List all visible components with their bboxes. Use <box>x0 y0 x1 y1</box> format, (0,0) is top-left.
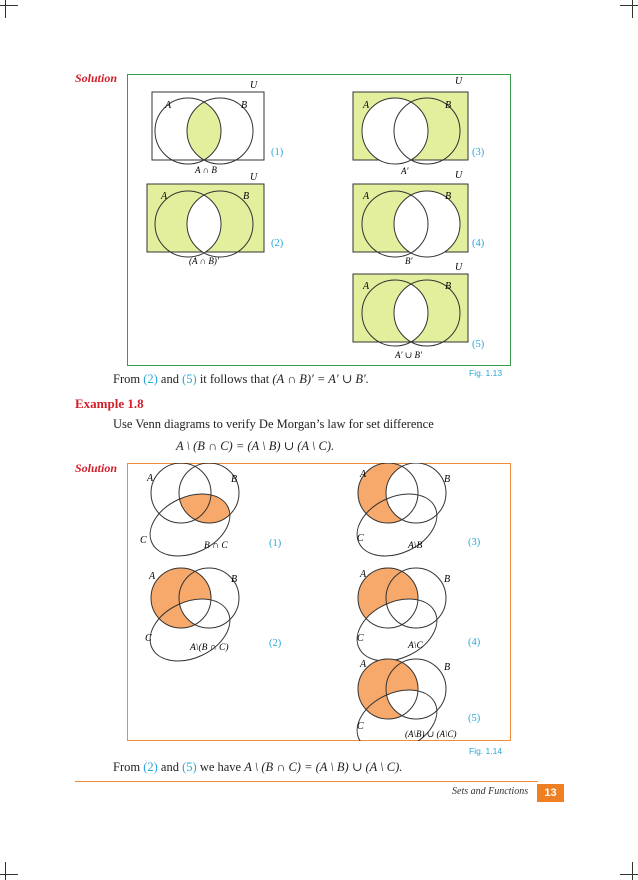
diagram-caption: A′ <box>401 166 409 176</box>
reference-link: (5) <box>182 372 197 386</box>
diagram-caption: A\C <box>408 641 423 651</box>
universe-label: U <box>455 76 463 87</box>
example-text: Use Venn diagrams to verify De Morgan’s law for set difference <box>113 417 434 431</box>
text-span: and <box>157 372 183 386</box>
set-a-label: A <box>360 659 367 670</box>
venn-diagram-1 <box>152 80 284 175</box>
set-a-label: A <box>360 569 367 580</box>
example-formula: A \ (B ∩ C) = (A \ B) ∪ (A \ C). <box>176 439 335 453</box>
venn-diagram-2 <box>140 568 282 673</box>
set-b-label: B <box>231 574 238 585</box>
set-b-label: B <box>444 662 451 673</box>
set-b-label: B <box>241 100 248 111</box>
set-b-label: B <box>444 474 451 485</box>
set-a-label: A <box>165 100 172 111</box>
set-b-label: B <box>243 191 250 202</box>
universe-label: U <box>455 262 463 273</box>
text-span: From <box>113 760 144 774</box>
reference-link: (2) <box>143 760 158 774</box>
math-expression: A \ (B ∩ C) = (A \ B) ∪ (A \ C). <box>244 760 403 774</box>
footer-title: Sets and Functions <box>452 786 529 797</box>
set-b-label: B <box>445 281 452 292</box>
diagram-caption: A′ ∪ B′ <box>395 350 422 360</box>
set-b-label: B <box>445 191 452 202</box>
universe-label: U <box>455 170 463 181</box>
page-number: 13 <box>537 784 564 802</box>
diagram-number: (2) <box>269 638 282 649</box>
math-expression: (A ∩ B)′ = A′ ∪ B′. <box>272 372 369 386</box>
conclusion-line-2 <box>113 759 402 775</box>
set-a-label: A <box>360 469 367 480</box>
solution-label: Solution <box>75 461 118 475</box>
crop-mark <box>620 874 638 875</box>
diagram-number: (5) <box>468 713 481 724</box>
crop-mark <box>5 0 6 18</box>
diagram-number: (5) <box>472 339 485 350</box>
diagram-caption: A\(B ∩ C) <box>190 643 229 653</box>
set-a-circle <box>151 463 211 523</box>
crop-mark <box>632 862 633 880</box>
set-a-label: A <box>363 100 370 111</box>
example-heading: Example 1.8 <box>75 396 144 411</box>
set-c-label: C <box>140 535 147 546</box>
crop-mark <box>0 5 18 6</box>
set-b-label: B <box>231 474 238 485</box>
set-c-label: C <box>357 721 364 732</box>
diagram-caption: A ∩ B <box>195 165 217 175</box>
venn-diagram-4 <box>353 170 485 266</box>
diagram-number: (2) <box>271 238 284 249</box>
text-span: it follows that <box>196 372 273 386</box>
intersection-region <box>140 482 240 568</box>
set-b-label: B <box>445 100 452 111</box>
diagram-caption: A\B <box>408 541 423 551</box>
solution-label: Solution <box>75 71 118 85</box>
diagram-number: (3) <box>472 147 485 158</box>
diagram-number: (4) <box>468 637 481 648</box>
set-a-label: A <box>363 281 370 292</box>
diagram-number: (1) <box>269 538 282 549</box>
venn-diagram-2 <box>147 172 284 266</box>
venn-diagram-1 <box>140 463 282 568</box>
diagram-caption: (A\B) ∪ (A\C) <box>405 729 457 739</box>
footer-rule <box>75 781 538 782</box>
venn-figure-1-13 <box>127 74 511 366</box>
set-c-label: C <box>357 633 364 644</box>
diagram-caption: (A ∩ B)′ <box>189 256 219 266</box>
set-a-label: A <box>147 473 154 484</box>
set-a-label: A <box>161 191 168 202</box>
venn-diagram-3 <box>347 463 481 568</box>
venn-diagram-5 <box>353 262 485 360</box>
text-span: and <box>157 760 183 774</box>
venn-diagram-3 <box>353 76 485 176</box>
reference-link: (5) <box>182 760 197 774</box>
text-span: we have <box>196 760 245 774</box>
conclusion-line-1 <box>113 371 369 387</box>
universe-label: U <box>250 80 258 91</box>
text-span: From <box>113 372 144 386</box>
diagram-caption: B′ <box>405 256 413 266</box>
diagram-number: (1) <box>271 147 284 158</box>
venn-diagram-4 <box>347 568 481 673</box>
set-c-label: C <box>145 633 152 644</box>
crop-mark <box>620 5 638 6</box>
figure-caption: Fig. 1.14 <box>469 746 503 756</box>
set-c-label: C <box>357 533 364 544</box>
crop-mark <box>632 0 633 18</box>
diagram-number: (4) <box>472 238 485 249</box>
set-c-ellipse <box>140 482 240 568</box>
set-a-label: A <box>363 191 370 202</box>
universe-label: U <box>250 172 258 183</box>
figure-caption: Fig. 1.13 <box>469 368 503 378</box>
set-a-label: A <box>149 571 156 582</box>
venn-figure-1-14 <box>127 463 511 741</box>
diagram-caption: B ∩ C <box>204 541 228 551</box>
reference-link: (2) <box>143 372 158 386</box>
crop-mark <box>5 862 6 880</box>
set-b-label: B <box>444 574 451 585</box>
crop-mark <box>0 874 18 875</box>
venn-diagram-5 <box>347 659 481 741</box>
diagram-number: (3) <box>468 537 481 548</box>
